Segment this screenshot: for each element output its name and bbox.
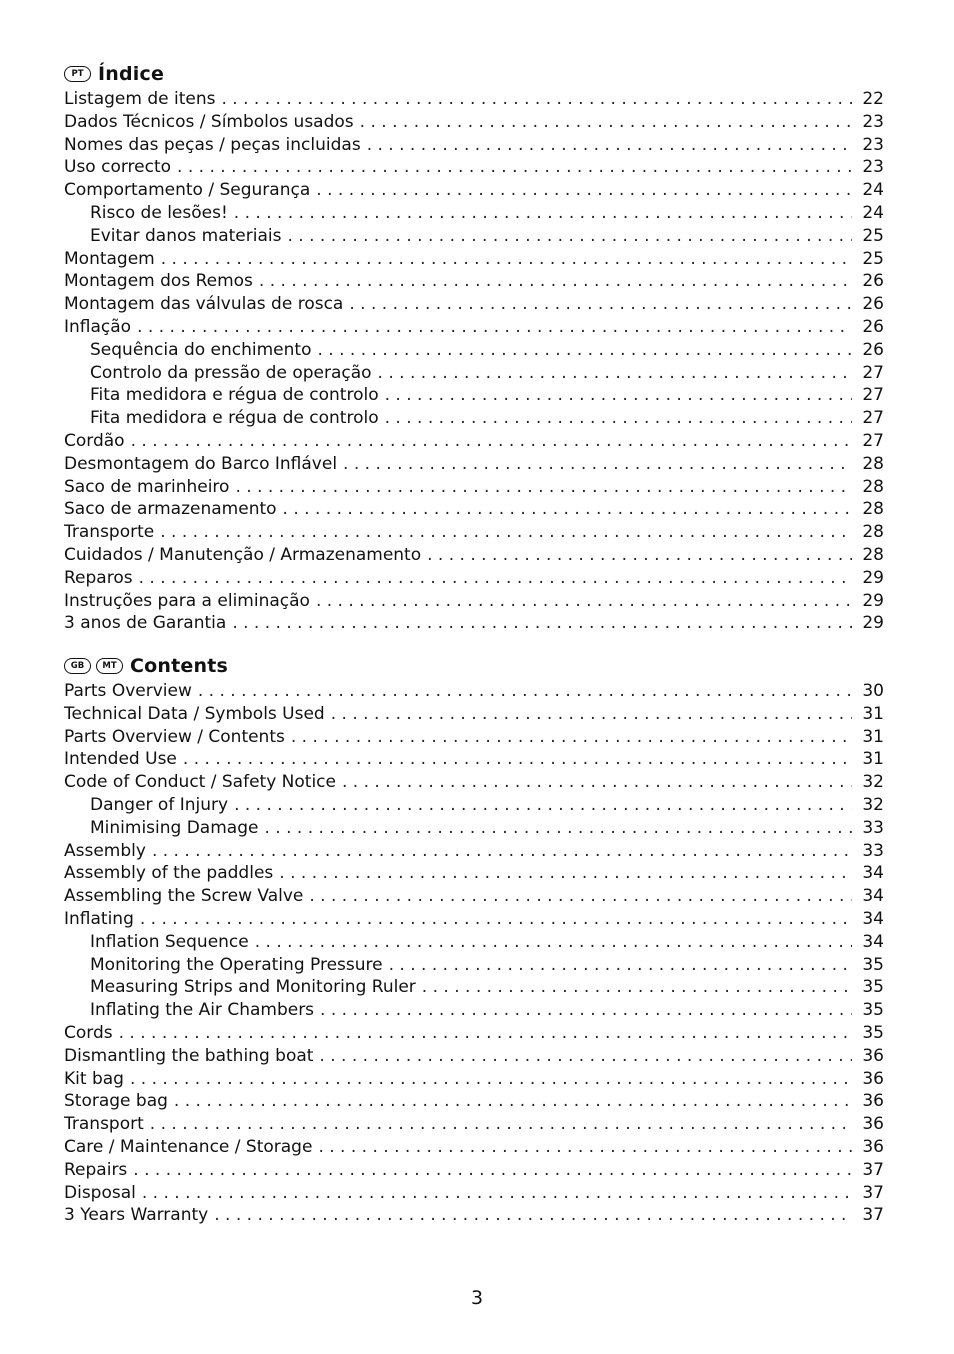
- dot-leader: [331, 703, 852, 726]
- toc-entry-label: Repairs: [64, 1159, 128, 1180]
- toc-entry: [64, 862, 884, 885]
- toc-entry-label: Risco de lesões!: [90, 202, 228, 223]
- toc-entry-label: Montagem dos Remos: [64, 271, 253, 292]
- toc-entry-label: Comportamento / Segurança: [64, 180, 311, 201]
- dot-leader: [255, 931, 852, 954]
- toc-entry-page: 37: [862, 1159, 884, 1180]
- dot-leader: [142, 1182, 852, 1205]
- dot-leader: [119, 1022, 852, 1045]
- toc-entry: [64, 544, 884, 567]
- toc-entry: [64, 590, 884, 613]
- dot-leader: [130, 1068, 852, 1091]
- toc-list: [64, 680, 884, 1227]
- toc-entry-label: Inflação: [64, 316, 132, 337]
- section-heading: [64, 60, 884, 88]
- dot-leader: [221, 88, 852, 111]
- toc-entry-label: Danger of Injury: [90, 794, 229, 815]
- toc-entry-page: 27: [862, 385, 884, 406]
- toc-entry: [64, 817, 884, 840]
- toc-entry-page: 35: [862, 977, 884, 998]
- toc-entry-label: Listagem de itens: [64, 89, 216, 109]
- toc-entry-label: Care / Maintenance / Storage: [64, 1136, 313, 1157]
- toc-entry: [64, 771, 884, 794]
- toc-entry-label: Minimising Damage: [90, 817, 259, 838]
- dot-leader: [139, 567, 852, 590]
- toc-entry: [64, 999, 884, 1022]
- toc-entry-page: 28: [862, 544, 884, 565]
- toc-entry-label: Reparos: [64, 567, 133, 588]
- toc-entry-label: Controlo da pressão de operação: [90, 362, 372, 383]
- toc-entry: [64, 567, 884, 590]
- toc-entry: [64, 248, 884, 271]
- dot-leader: [140, 908, 852, 931]
- toc-entry-page: 22: [862, 89, 884, 109]
- toc-entry-page: 26: [862, 316, 884, 337]
- toc-entry-page: 34: [862, 863, 884, 884]
- toc-entry-page: 23: [862, 111, 884, 132]
- toc-entry-page: 33: [862, 840, 884, 861]
- dot-leader: [378, 362, 852, 385]
- toc-entry: [64, 498, 884, 521]
- toc-entry-label: Assembly: [64, 840, 146, 861]
- dot-leader: [137, 316, 852, 339]
- toc-entry-page: 23: [862, 134, 884, 155]
- toc-entry-page: 31: [862, 749, 884, 770]
- toc-entry-page: 29: [862, 613, 884, 634]
- language-badge-pt: PT: [64, 66, 91, 82]
- dot-leader: [235, 476, 852, 499]
- toc-entry-page: 37: [862, 1205, 884, 1226]
- toc-entry-page: 28: [862, 499, 884, 520]
- toc-entry-page: 23: [862, 157, 884, 178]
- toc-entry: [64, 293, 884, 316]
- section-title: Contents: [130, 655, 229, 677]
- toc-entry-page: 37: [862, 1182, 884, 1203]
- toc-entry-label: Cordão: [64, 430, 125, 451]
- toc-entry-label: Technical Data / Symbols Used: [64, 703, 325, 724]
- toc-entry-page: 36: [862, 1045, 884, 1066]
- toc-entry-label: Assembly of the paddles: [64, 863, 274, 884]
- toc-entry-page: 27: [862, 362, 884, 383]
- toc-entry: [64, 407, 884, 430]
- toc-entry: [64, 179, 884, 202]
- toc-entry-label: Measuring Strips and Monitoring Ruler: [90, 977, 416, 998]
- toc-entry: [64, 1090, 884, 1113]
- toc-entry: [64, 384, 884, 407]
- toc-entry-page: 35: [862, 1022, 884, 1043]
- dot-leader: [367, 134, 852, 157]
- toc-entry-label: Fita medidora e régua de controlo: [90, 385, 379, 406]
- toc-entry-label: Inflating the Air Chambers: [90, 1000, 315, 1021]
- toc-entry: [64, 362, 884, 385]
- dot-leader: [427, 544, 852, 567]
- toc-entry: [64, 703, 884, 726]
- toc-entry-page: 26: [862, 271, 884, 292]
- dot-leader: [174, 1090, 852, 1113]
- toc-entry: [64, 931, 884, 954]
- dot-leader: [317, 339, 852, 362]
- dot-leader: [160, 521, 852, 544]
- toc-entry-page: 24: [862, 202, 884, 223]
- toc-entry-label: Storage bag: [64, 1091, 168, 1112]
- toc-entry-label: Cuidados / Manutenção / Armazenamento: [64, 544, 422, 565]
- dot-leader: [385, 407, 852, 430]
- toc-entry-page: 35: [862, 1000, 884, 1021]
- toc-entry-label: Transport: [64, 1114, 144, 1135]
- toc-entry-label: Uso correcto: [64, 157, 172, 178]
- dot-leader: [316, 179, 852, 202]
- toc-entry-label: Sequência do enchimento: [90, 339, 312, 360]
- toc-entry: [64, 748, 884, 771]
- toc-entry-page: 26: [862, 294, 884, 315]
- toc-entry-label: Montagem das válvulas de rosca: [64, 294, 344, 315]
- toc-entry-page: 27: [862, 408, 884, 429]
- toc-entry-page: 34: [862, 886, 884, 907]
- dot-leader: [320, 999, 852, 1022]
- toc-entry-label: Dismantling the bathing boat: [64, 1045, 314, 1066]
- toc-entry-label: Inflating: [64, 908, 134, 929]
- dot-leader: [214, 1204, 852, 1227]
- toc-entry: [64, 225, 884, 248]
- toc-entry: [64, 270, 884, 293]
- toc-entry-page: 28: [862, 522, 884, 543]
- dot-leader: [349, 293, 852, 316]
- dot-leader: [316, 590, 852, 613]
- toc-list: [64, 88, 884, 635]
- toc-entry-page: 24: [862, 180, 884, 201]
- toc-entry-label: Code of Conduct / Safety Notice: [64, 772, 336, 793]
- toc-entry-label: 3 Years Warranty: [64, 1205, 209, 1226]
- dot-leader: [131, 430, 852, 453]
- dot-leader: [422, 976, 852, 999]
- dot-leader: [389, 954, 852, 977]
- dot-leader: [234, 794, 852, 817]
- toc-entry: [64, 840, 884, 863]
- toc-entry: [64, 726, 884, 749]
- dot-leader: [279, 862, 852, 885]
- toc-entry-page: 28: [862, 453, 884, 474]
- toc-entry: [64, 111, 884, 134]
- toc-entry-label: Inflation Sequence: [90, 931, 249, 952]
- dot-leader: [264, 817, 852, 840]
- toc-entry-page: 26: [862, 339, 884, 360]
- toc-entry: [64, 1045, 884, 1068]
- dot-leader: [318, 1136, 852, 1159]
- toc-entry-page: 29: [862, 590, 884, 611]
- toc-entry-page: 31: [862, 726, 884, 747]
- toc-entry: [64, 453, 884, 476]
- section-heading: [64, 652, 884, 680]
- toc-entry-page: 32: [862, 772, 884, 793]
- toc-entry-label: Kit bag: [64, 1068, 124, 1089]
- dot-leader: [259, 270, 852, 293]
- toc-entry: [64, 1159, 884, 1182]
- toc-entry-label: Transporte: [64, 522, 155, 543]
- toc-entry-page: 28: [862, 476, 884, 497]
- section-title: Índice: [98, 63, 165, 85]
- toc-entry-page: 31: [862, 703, 884, 724]
- toc-entry-page: 25: [862, 248, 884, 269]
- toc-entry: [64, 1136, 884, 1159]
- toc-entry: [64, 1204, 884, 1227]
- toc-entry-page: 29: [862, 567, 884, 588]
- toc-entry-label: 3 anos de Garantia: [64, 613, 227, 634]
- toc-entry-page: 36: [862, 1091, 884, 1112]
- dot-leader: [161, 248, 852, 271]
- toc-entry-label: Cords: [64, 1022, 113, 1043]
- dot-leader: [183, 748, 852, 771]
- toc-entry: [64, 339, 884, 362]
- toc-entry-label: Parts Overview / Contents: [64, 726, 285, 747]
- toc-entry-page: 33: [862, 817, 884, 838]
- dot-leader: [287, 225, 852, 248]
- dot-leader: [177, 156, 852, 179]
- toc-entry-label: Evitar danos materiais: [90, 225, 282, 246]
- toc-entry: [64, 521, 884, 544]
- toc-entry-label: Saco de marinheiro: [64, 476, 230, 497]
- dot-leader: [133, 1159, 852, 1182]
- dot-leader: [360, 111, 852, 134]
- dot-leader: [319, 1045, 852, 1068]
- dot-leader: [385, 384, 852, 407]
- toc-entry-page: 32: [862, 794, 884, 815]
- toc-entry-page: 35: [862, 954, 884, 975]
- language-badge-mt: MT: [96, 658, 123, 674]
- toc-entry: [64, 908, 884, 931]
- toc-entry: [64, 954, 884, 977]
- toc-entry-page: 36: [862, 1136, 884, 1157]
- dot-leader: [283, 498, 852, 521]
- toc-entry: [64, 680, 884, 703]
- toc-entry-label: Assembling the Screw Valve: [64, 886, 304, 907]
- toc-entry: [64, 156, 884, 179]
- toc-entry-label: Saco de armazenamento: [64, 499, 277, 520]
- dot-leader: [343, 453, 852, 476]
- toc-entry-page: 27: [862, 430, 884, 451]
- toc-entry-page: 34: [862, 908, 884, 929]
- toc-entry: [64, 134, 884, 157]
- toc-entry: [64, 794, 884, 817]
- dot-leader: [150, 1113, 852, 1136]
- dot-leader: [309, 885, 852, 908]
- toc-entry: [64, 612, 884, 635]
- toc-entry: [64, 1182, 884, 1205]
- toc-section-english: [64, 652, 884, 1227]
- toc-entry-page: 25: [862, 225, 884, 246]
- toc-entry: [64, 88, 884, 111]
- page-number: 3: [470, 1287, 484, 1309]
- dot-leader: [342, 771, 852, 794]
- toc-section-portuguese: [64, 60, 884, 635]
- toc-entry-label: Parts Overview: [64, 681, 192, 701]
- dot-leader: [291, 726, 852, 749]
- toc-entry-label: Montagem: [64, 248, 155, 269]
- toc-entry: [64, 202, 884, 225]
- dot-leader: [198, 680, 852, 703]
- toc-entry: [64, 430, 884, 453]
- toc-entry-page: 34: [862, 931, 884, 952]
- toc-entry: [64, 976, 884, 999]
- toc-entry-label: Desmontagem do Barco Inflável: [64, 453, 338, 474]
- dot-leader: [234, 202, 852, 225]
- toc-entry-label: Nomes das peças / peças incluidas: [64, 134, 361, 155]
- toc-entry: [64, 316, 884, 339]
- toc-entry-label: Instruções para a eliminação: [64, 590, 310, 611]
- toc-entry-page: 30: [862, 681, 884, 701]
- toc-entry-label: Fita medidora e régua de controlo: [90, 408, 379, 429]
- toc-entry-label: Disposal: [64, 1182, 136, 1203]
- toc-entry-page: 36: [862, 1114, 884, 1135]
- toc-entry: [64, 1022, 884, 1045]
- language-badge-gb: GB: [64, 658, 91, 674]
- dot-leader: [232, 612, 852, 635]
- toc-entry-page: 36: [862, 1068, 884, 1089]
- toc-entry-label: Dados Técnicos / Símbolos usados: [64, 111, 354, 132]
- toc-entry-label: Intended Use: [64, 749, 177, 770]
- toc-entry: [64, 476, 884, 499]
- dot-leader: [152, 840, 852, 863]
- toc-entry: [64, 885, 884, 908]
- toc-entry-label: Monitoring the Operating Pressure: [90, 954, 383, 975]
- toc-entry: [64, 1068, 884, 1091]
- toc-entry: [64, 1113, 884, 1136]
